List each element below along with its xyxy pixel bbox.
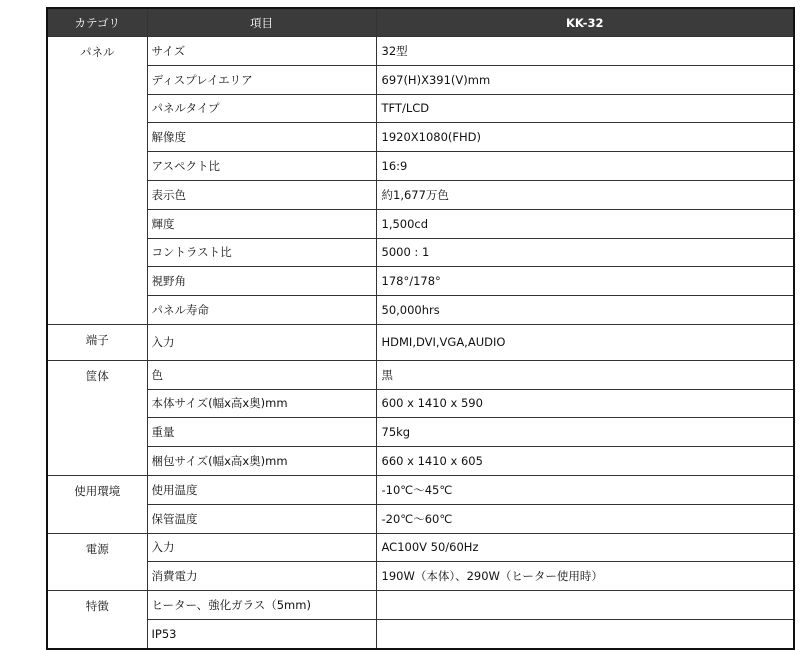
item-cell: 視野角 — [147, 267, 376, 296]
item-cell: コントラスト比 — [147, 238, 376, 267]
table-row — [47, 533, 794, 562]
item-cell: パネルタイプ — [147, 94, 376, 123]
item-cell: 本体サイズ(幅x高x奥)mm — [147, 389, 376, 418]
table-row — [47, 504, 794, 533]
item-cell: 色 — [147, 360, 376, 389]
item-cell: 解像度 — [147, 123, 376, 152]
category-cell: パネル — [47, 37, 147, 325]
item-cell: ヒーター、強化ガラス（5mm) — [147, 591, 376, 620]
table-row — [47, 296, 794, 325]
header-category: カテゴリ — [47, 8, 147, 37]
value-cell: 黒 — [376, 360, 794, 389]
value-cell: 1920X1080(FHD) — [376, 123, 794, 152]
value-cell: 75kg — [376, 418, 794, 447]
value-cell: HDMI,DVI,VGA,AUDIO — [376, 324, 794, 360]
table-row — [47, 475, 794, 504]
item-cell: ディスプレイエリア — [147, 65, 376, 94]
table-row — [47, 65, 794, 94]
item-cell: アスペクト比 — [147, 152, 376, 181]
value-cell: -10℃～45℃ — [376, 475, 794, 504]
category-cell: 端子 — [47, 324, 147, 360]
table-row — [47, 591, 794, 620]
item-cell: 梱包サイズ(幅x高x奥)mm — [147, 447, 376, 476]
header-item: 項目 — [147, 8, 376, 37]
value-cell: 32型 — [376, 37, 794, 66]
table-row — [47, 152, 794, 181]
table-row — [47, 447, 794, 476]
table-row — [47, 418, 794, 447]
table-body — [47, 37, 794, 649]
value-cell: 約1,677万色 — [376, 180, 794, 209]
item-cell: 入力 — [147, 324, 376, 360]
value-cell — [376, 591, 794, 620]
table-row — [47, 619, 794, 648]
item-cell: 保管温度 — [147, 504, 376, 533]
value-cell: 1,500cd — [376, 209, 794, 238]
header-model: KK-32 — [376, 8, 794, 37]
item-cell: 使用温度 — [147, 475, 376, 504]
value-cell: -20℃～60℃ — [376, 504, 794, 533]
table-row — [47, 389, 794, 418]
value-cell: 5000 : 1 — [376, 238, 794, 267]
table-row — [47, 94, 794, 123]
item-cell: パネル寿命 — [147, 296, 376, 325]
table-row — [47, 238, 794, 267]
table-row — [47, 209, 794, 238]
value-cell: 600 x 1410 x 590 — [376, 389, 794, 418]
value-cell: 50,000hrs — [376, 296, 794, 325]
header-row — [47, 8, 794, 37]
value-cell: 190W（本体）、290W（ヒーター使用時） — [376, 562, 794, 591]
value-cell — [376, 619, 794, 648]
value-cell: AC100V 50/60Hz — [376, 533, 794, 562]
value-cell: 178°/178° — [376, 267, 794, 296]
item-cell: 重量 — [147, 418, 376, 447]
item-cell: 入力 — [147, 533, 376, 562]
value-cell: 660 x 1410 x 605 — [376, 447, 794, 476]
table-row — [47, 123, 794, 152]
item-cell: サイズ — [147, 37, 376, 66]
value-cell: TFT/LCD — [376, 94, 794, 123]
value-cell: 16:9 — [376, 152, 794, 181]
table-row — [47, 562, 794, 591]
table-row — [47, 180, 794, 209]
table-row — [47, 37, 794, 66]
category-cell: 筐体 — [47, 360, 147, 475]
table-row — [47, 324, 794, 360]
spec-table — [46, 7, 795, 650]
table-header — [47, 8, 794, 37]
item-cell: 消費電力 — [147, 562, 376, 591]
table-row — [47, 267, 794, 296]
category-cell: 使用環境 — [47, 475, 147, 533]
item-cell: 輝度 — [147, 209, 376, 238]
category-cell: 特徴 — [47, 591, 147, 649]
table-row — [47, 360, 794, 389]
value-cell: 697(H)X391(V)mm — [376, 65, 794, 94]
item-cell: 表示色 — [147, 180, 376, 209]
category-cell: 電源 — [47, 533, 147, 591]
item-cell: IP53 — [147, 619, 376, 648]
